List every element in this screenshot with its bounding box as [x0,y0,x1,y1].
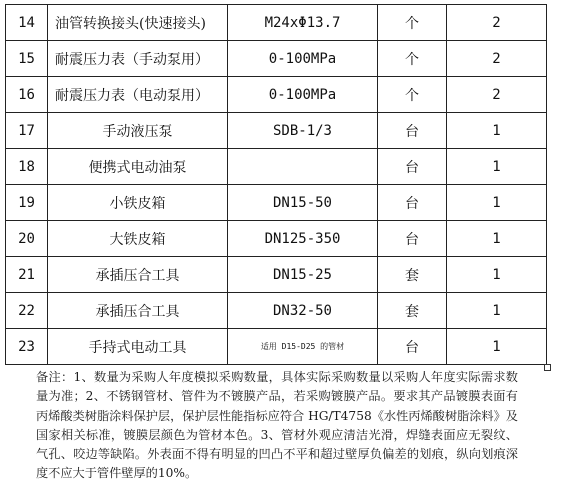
item-spec: DN15-50 [228,185,378,221]
table-resize-handle[interactable] [544,364,551,371]
item-name: 承插压合工具 [48,293,228,329]
item-unit: 个 [378,41,447,77]
item-name: 耐震压力表（手动泵用） [48,41,228,77]
table-row [6,113,547,149]
item-unit: 个 [378,77,447,113]
item-unit: 个 [378,5,447,41]
item-spec: 适用 D15-D25 的管材 [228,329,378,365]
item-unit: 台 [378,185,447,221]
item-spec: 0-100MPa [228,41,378,77]
table-row [6,257,547,293]
item-quantity: 1 [447,149,547,185]
row-number: 23 [6,329,48,365]
item-spec: DN32-50 [228,293,378,329]
table-row [6,41,547,77]
item-name: 大铁皮箱 [48,221,228,257]
row-number: 17 [6,113,48,149]
item-name: 耐震压力表（电动泵用） [48,77,228,113]
item-unit: 台 [378,113,447,149]
item-name: 手动液压泵 [48,113,228,149]
item-quantity: 1 [447,257,547,293]
item-quantity: 1 [447,329,547,365]
table-row [6,293,547,329]
item-unit: 套 [378,293,447,329]
row-number: 20 [6,221,48,257]
item-spec: 0-100MPa [228,77,378,113]
item-spec: DN15-25 [228,257,378,293]
table-row [6,329,547,365]
item-unit: 台 [378,329,447,365]
item-name: 手持式电动工具 [48,329,228,365]
item-name: 小铁皮箱 [48,185,228,221]
row-number: 15 [6,41,48,77]
table-row [6,77,547,113]
row-number: 14 [6,5,48,41]
equipment-table [5,4,547,365]
item-unit: 台 [378,149,447,185]
item-unit: 套 [378,257,447,293]
item-quantity: 2 [447,5,547,41]
item-quantity: 1 [447,293,547,329]
item-spec: DN125-350 [228,221,378,257]
item-name: 油管转换接头(快速接头) [48,5,228,41]
item-name: 承插压合工具 [48,257,228,293]
item-spec [228,149,378,185]
table-row [6,5,547,41]
table-row [6,149,547,185]
item-quantity: 1 [447,185,547,221]
item-quantity: 1 [447,113,547,149]
row-number: 16 [6,77,48,113]
row-number: 19 [6,185,48,221]
item-spec: M24xΦ13.7 [228,5,378,41]
remarks-paragraph: 备注：1、数量为采购人年度模拟采购数量，具体实际采购数量以采购人年度实际需求数量为准；2、不锈钢管材、管件为不镀膜产品，若采购镀膜产品。要求其产品镀膜表面有丙烯酸类树脂涂料保护层，保护层性能指标应符合 HG/T4758《水性丙烯酸树脂涂料》及国家相关标准，镀膜层颜色为管材本色。3、管材外观应清洁光滑，焊缝表面应无裂纹、气孔、咬边等缺陷。外表面不得有明显的凹凸不平和超过壁厚负偏差的划痕，纵向划痕深度不应大于管件壁厚的10%。 [36,370,518,481]
item-unit: 台 [378,221,447,257]
table-row [6,221,547,257]
item-quantity: 2 [447,41,547,77]
item-quantity: 1 [447,221,547,257]
item-name: 便携式电动油泵 [48,149,228,185]
row-number: 18 [6,149,48,185]
item-quantity: 2 [447,77,547,113]
table-row [6,185,547,221]
row-number: 22 [6,293,48,329]
row-number: 21 [6,257,48,293]
item-spec: SDB-1/3 [228,113,378,149]
